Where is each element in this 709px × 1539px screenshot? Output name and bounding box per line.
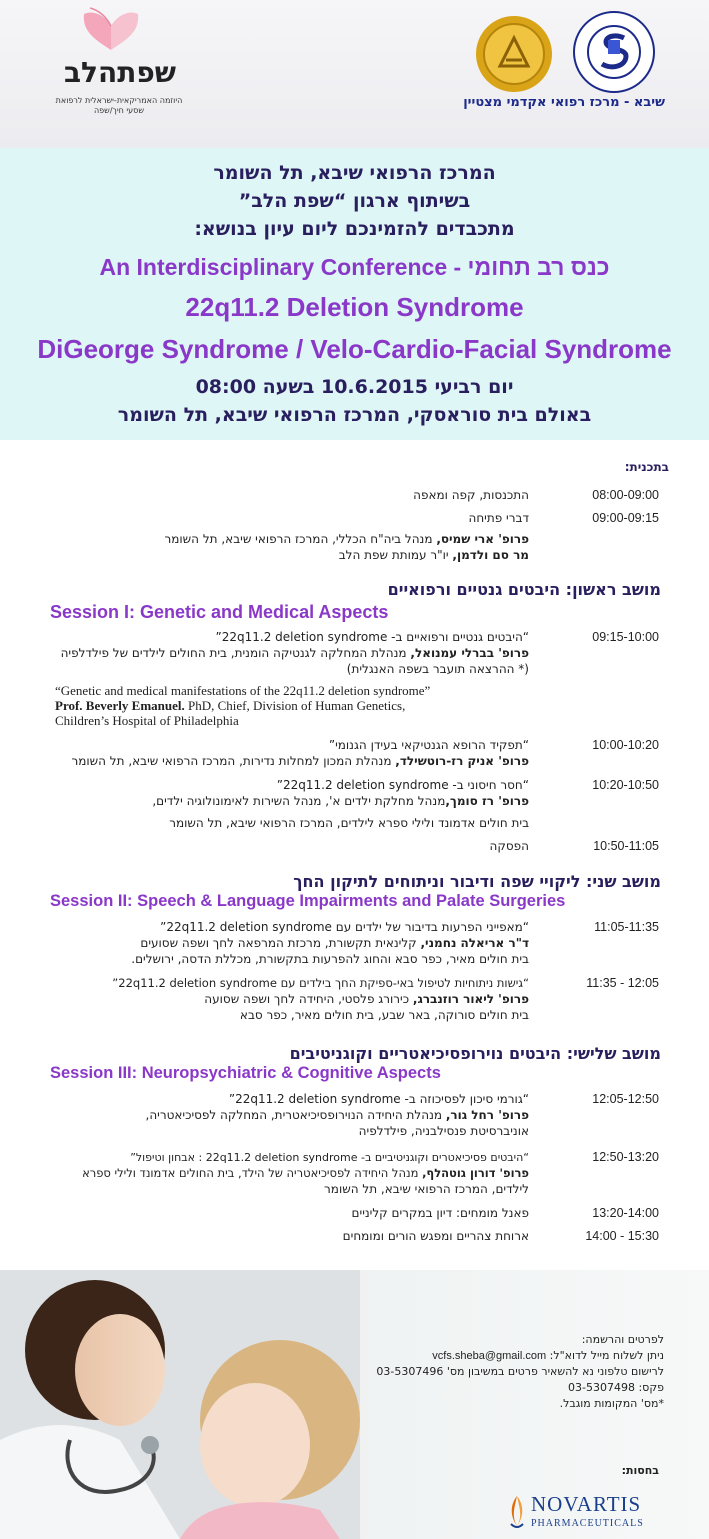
- s1-t1-en2-role: PhD, Chief, Division of Human Genetics,: [184, 698, 406, 713]
- s1-t1-en2-name: Prof. Beverly Emanuel.: [55, 698, 185, 713]
- sheba-hospital-seal-icon: [572, 10, 656, 94]
- s2-t2-time: 11:35 - 12:05: [586, 976, 659, 990]
- opening-text-1: התכנסות, קפה ומאפה: [413, 488, 529, 502]
- s1-t1-speaker: [61, 646, 529, 661]
- s1-t1-title: “היבטים גנטיים ורפואיים ב- 22q11.2 deletion syndrome”: [215, 630, 529, 644]
- s3-t1-time: 12:05-12:50: [592, 1092, 659, 1106]
- s3-t2-speaker: [82, 1166, 529, 1181]
- session3-en: Session III: Neuropsychiatric & Cognitive Aspects: [50, 1064, 441, 1082]
- sheba-seal: [572, 10, 656, 94]
- opening-time-2: 09:00-09:15: [592, 511, 659, 525]
- banner-line5: 22q11.2 Deletion Syndrome: [185, 292, 524, 322]
- novartis-logo: [505, 1492, 675, 1537]
- header: [0, 0, 709, 148]
- s3-t2-name: פרופ' דורון גוטהלף,: [422, 1166, 529, 1180]
- s1-t1-en2: [55, 698, 405, 713]
- novartis-sub: PHARMACEUTICALS: [531, 1518, 644, 1529]
- s1-t1-en1: “Genetic and medical manifestations of the 22q11.2 deletion syndrome”: [55, 683, 431, 698]
- reg-email-label: ניתן לשלוח מייל לדוא"ל:: [549, 1349, 664, 1362]
- s2-t2-title: “גישות ניתוחיות לטיפול באי-ספיקת החך בילדים עם 22q11.2 deletion syndrome”: [112, 976, 529, 990]
- program: [0, 440, 709, 1270]
- s3-t1-role2: אוניברסיטת פנסילבניה, פילדלפיה: [358, 1124, 529, 1138]
- s1-t1-name: פרופ' בברלי עמנואל,: [410, 646, 529, 660]
- s1-t2-time: 10:00-10:20: [592, 738, 659, 752]
- opening-speaker-2: [339, 548, 529, 563]
- s2-t1-name: ד"ר אריאלה נחמני,: [420, 936, 529, 950]
- s2-t2-role: כירורג פלסטי, היחידה לחך ושפה שסועה: [204, 992, 413, 1006]
- reg-phone: לרישום טלפוני נא להשאיר פרטים במשיבון מס' 03-5307496: [376, 1365, 664, 1378]
- s1-t2-title: “תפקיד הרופא הגנטיקאי בעידן הגנומי”: [328, 738, 529, 752]
- s2-t1-role2: בית חולים מאיר, כפר סבא והחוג להפרעות בתקשורת, מכללת הדסה, ירושלים.: [131, 952, 529, 966]
- s2-t1-time: 11:05-11:35: [594, 920, 659, 934]
- s2-t2-speaker: [204, 992, 529, 1007]
- s1-t1-role: מנהלת המחלקה לגנטיקה הומנית, בית החולים לילדים של פילדלפיה: [60, 646, 411, 660]
- s1-t1-en3: Children’s Hospital of Philadelphia: [55, 713, 239, 728]
- session2-en: Session II: Speech & Language Impairments and Palate Surgeries: [50, 892, 566, 910]
- s3-t1-speaker: [146, 1108, 530, 1123]
- shafat-logo-text: שפתהלב: [63, 56, 177, 89]
- novartis-flame-icon: [505, 1494, 529, 1528]
- invitation-banner: [0, 148, 709, 440]
- session1-en: Session I: Genetic and Medical Aspects: [50, 602, 389, 622]
- s3-t2-role2: לילדים, המרכז הרפואי שיבא, תל השומר: [324, 1182, 529, 1196]
- reg-fax: פקס: 03-5307498: [568, 1381, 664, 1394]
- banner-line1: המרכז הרפואי שיבא, תל השומר: [213, 162, 496, 184]
- s2-t1-speaker: [140, 936, 529, 951]
- registration: [364, 1332, 664, 1412]
- s3-t2-time: 12:50-13:20: [592, 1150, 659, 1164]
- s1-t2-speaker: [71, 754, 529, 769]
- shafat-sub1: היוזמה האמריקאית-ישראלית לרפואת: [55, 96, 183, 105]
- reg-note: *מס' המקומות מוגבל.: [559, 1397, 664, 1410]
- s1-t3-time: 10:20-10:50: [592, 778, 659, 792]
- opening-time-1: 08:00-09:00: [592, 488, 659, 502]
- banner-line2: בשיתוף ארגון “שפת הלב”: [238, 190, 471, 212]
- opening-speaker-2-role: יו"ר עמותת שפת הלב: [338, 548, 453, 562]
- novartis-wordmark: NOVARTIS: [531, 1492, 642, 1516]
- opening-speaker-2-name: מר סם ולדמן,: [452, 548, 529, 562]
- s3-t1-name: פרופ' רחל גור,: [445, 1108, 529, 1122]
- s1-t3-title: “חסר חיסוני ב- 22q11.2 deletion syndrome”: [276, 778, 529, 792]
- reg-email-line: [364, 1348, 664, 1364]
- banner-line8: באולם בית סוראסקי, המרכז הרפואי שיבא, תל השומר: [117, 404, 592, 426]
- s2-t2-role2: בית חולים סורוקה, באר שבע, בית חולים מאיר, כפר סבא: [239, 1008, 529, 1022]
- banner-line7: יום רביעי 10.6.2015 בשעה 08:00: [195, 376, 514, 398]
- s1-t2-name: פרופ' אניק רז-רוטשילד,: [395, 754, 529, 768]
- s3-t1-role: מנהלת היחידה הנוירופסיכיאטרית, המחלקה לפסיכיאטריה,: [145, 1108, 446, 1122]
- banner-line4: כנס רב תחומי - An Interdisciplinary Conference: [99, 254, 610, 280]
- jci-gold-seal-icon: [474, 14, 554, 94]
- s1-t4-text: הפסקה: [489, 839, 529, 853]
- s1-t1-time: 09:15-10:00: [592, 630, 659, 644]
- s1-t2-role: מנהלת המכון למחלות נדירות, המרכז הרפואי שיבא, תל השומר: [71, 754, 396, 768]
- s1-t4-time: 10:50-11:05: [593, 839, 659, 853]
- s1-t3-speaker: [152, 794, 529, 809]
- s2-t2-name: פרופ' ליאור רוזנברג,: [412, 992, 529, 1006]
- sponsor-label: בחסות:: [621, 1464, 659, 1477]
- session3-he: מושב שלישי: היבטים נוירופסיכיאטריים וקוגניטיבים: [289, 1044, 661, 1063]
- shafat-sub2: שסעי חיך/שפה: [93, 106, 145, 115]
- s3-t1-title: “גורמי סיכון לפסיכוזה ב- 22q11.2 deletion syndrome”: [228, 1092, 529, 1106]
- s1-t3-role2: בית חולים אדמונד ולילי ספרא לילדים, המרכז הרפואי שיבא, תל השומר: [169, 816, 529, 830]
- reg-email-link[interactable]: vcfs.sheba@gmail.com: [432, 1350, 547, 1362]
- s1-t1-note: (* ההרצאה תועבר בשפה האנגלית): [346, 662, 529, 676]
- s3-t4-time: 14:00 - 15:30: [585, 1229, 659, 1243]
- opening-text-2: דברי פתיחה: [468, 511, 529, 525]
- s1-t3-role: מנהל מחלקת ילדים א', מנהל השירות לאימונולוגיה ילדים,: [152, 794, 446, 808]
- s2-t1-role: קלינאית תקשורת, מרכזת המרפאה לחך ושפה שסועים: [140, 936, 421, 950]
- s2-t1-title: “מאפייני הפרעות בדיבור של ילדים עם 22q11.2 deletion syndrome”: [160, 920, 529, 934]
- s3-t2-title: “היבטים פסיכיאטרים וקוגניטיביים ב- 22q11.2 deletion syndrome : אבחון וטיפול”: [130, 1151, 529, 1164]
- opening-speaker-1-name: פרופ' ארי שמיס,: [436, 532, 529, 546]
- banner-line3: מתכבדים להזמינכם ליום עיון בנושא:: [194, 218, 515, 240]
- heart-book-icon: [76, 4, 146, 54]
- session2-he: מושב שני: ליקויי שפה ודיבור וניתוחים לתיקון החך: [293, 872, 661, 891]
- sheba-tagline: שיבא - מרכז רפואי אקדמי מצטיין: [463, 95, 665, 110]
- s3-t3-text: פאנל מומחים: דיון במקרים קליניים: [351, 1206, 529, 1220]
- doctor-child-photo: [0, 1270, 360, 1539]
- reg-title: לפרטים והרשמה:: [581, 1333, 664, 1346]
- s3-t2-role: מנהל היחידה לפסיכיאטריה של הילד, בית החולים אדמונד ולילי ספרא: [82, 1166, 423, 1180]
- footer: [0, 1270, 709, 1539]
- s1-t3-name: פרופ' רז סומך,: [445, 794, 529, 808]
- s3-t3-time: 13:20-14:00: [592, 1206, 659, 1220]
- jci-seal: [474, 14, 554, 94]
- session1-he: מושב ראשון: היבטים גנטיים ורפואיים: [387, 580, 661, 599]
- program-title: בתכנית:: [624, 460, 669, 474]
- shafat-halev-logo: [30, 4, 200, 114]
- s3-t4-text: ארוחת צהריים ומפגש הורים ומומחים: [342, 1229, 529, 1243]
- opening-speaker-1-role: מנהל ביה"ח הכללי, המרכז הרפואי שיבא, תל השומר: [164, 532, 437, 546]
- banner-line6: DiGeorge Syndrome / Velo-Cardio-Facial Syndrome: [37, 334, 672, 364]
- opening-speaker-1: [164, 532, 529, 547]
